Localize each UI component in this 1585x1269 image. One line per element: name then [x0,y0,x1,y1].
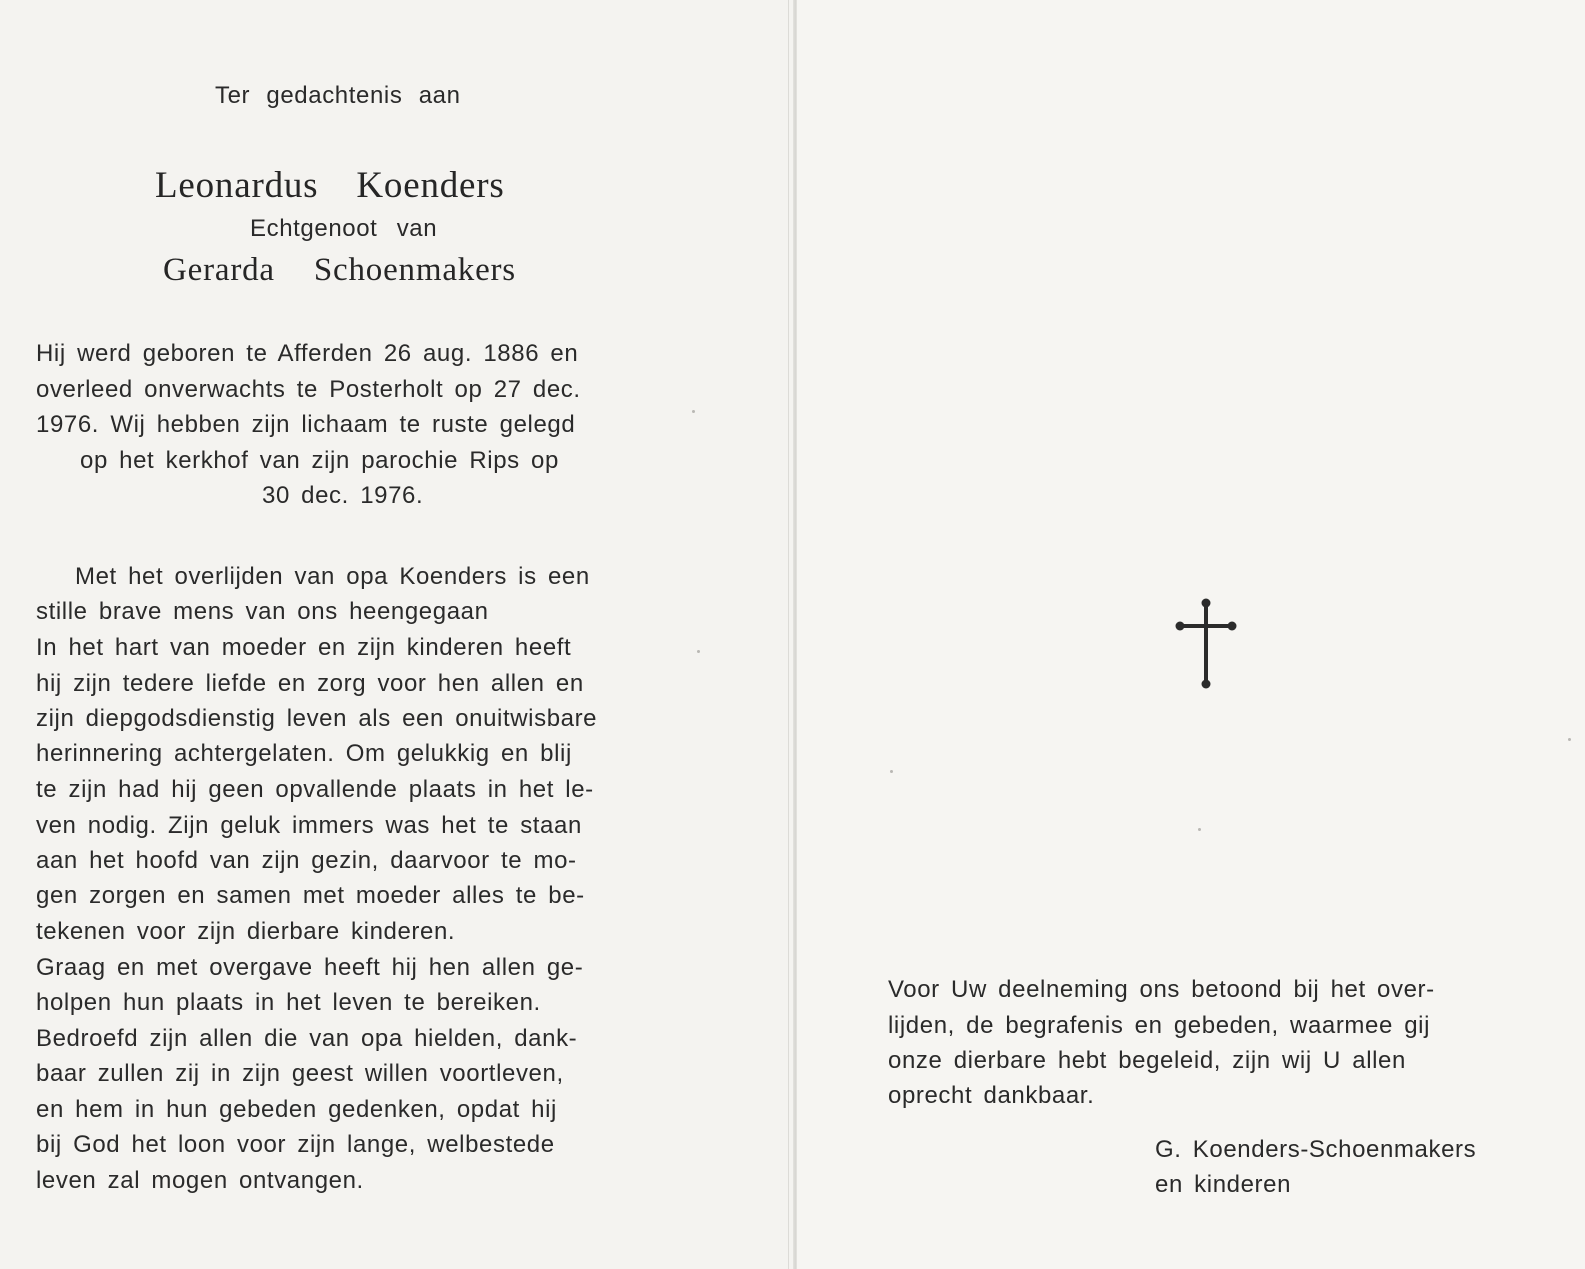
tribute-line: Bedroefd zijn allen die van opa hielden, dank- [36,1025,578,1052]
deceased-name: Leonardus Koenders [155,165,505,206]
tribute-line: Met het overlijden van opa Koenders is een [75,563,590,590]
spouse-name: Gerarda Schoenmakers [163,252,516,288]
paper-speck [1198,828,1201,831]
tribute-line: aan het hoofd van zijn gezin, daarvoor te mo- [36,847,577,874]
fold-shadow-line [788,0,789,1269]
biography-line: op het kerkhof van zijn parochie Rips op [80,447,559,474]
memorial-heading: Ter gedachtenis aan [215,82,461,109]
paper-speck [890,770,893,773]
paper-speck [697,650,700,653]
thanks-line: lijden, de begrafenis en gebeden, waarmee gij [888,1012,1431,1039]
signature-line: en kinderen [1155,1171,1292,1198]
paper-speck [1568,738,1571,741]
cross-icon [1175,598,1237,690]
tribute-line: stille brave mens van ons heengegaan [36,598,489,625]
tribute-line: en hem in hun gebeden gedenken, opdat hij [36,1096,557,1123]
tribute-line: herinnering achtergelaten. Om gelukkig en blij [36,740,572,767]
tribute-line: In het hart van moeder en zijn kinderen heeft [36,634,572,661]
tribute-line: tekenen voor zijn dierbare kinderen. [36,918,456,945]
tribute-line: bij God het loon voor zijn lange, welbestede [36,1131,555,1158]
tribute-line: Graag en met overgave heeft hij hen allen ge- [36,954,584,981]
biography-line: Hij werd geboren te Afferden 26 aug. 1886 en [36,340,579,367]
tribute-line: baar zullen zij in zijn geest willen voortleven, [36,1060,564,1087]
tribute-line: zijn diepgodsdienstig leven als een onuitwisbare [36,705,598,732]
tribute-line: te zijn had hij geen opvallende plaats in het le- [36,776,594,803]
thanks-line: oprecht dankbaar. [888,1082,1095,1109]
thanks-line: Voor Uw deelneming ons betoond bij het over- [888,976,1435,1003]
tribute-line: holpen hun plaats in het leven te bereiken. [36,989,541,1016]
thanks-line: onze dierbare hebt begeleid, zijn wij U allen [888,1047,1406,1074]
tribute-line: leven zal mogen ontvangen. [36,1167,364,1194]
tribute-line: ven nodig. Zijn geluk immers was het te staan [36,812,582,839]
relation-label: Echtgenoot van [250,215,438,242]
biography-line: 1976. Wij hebben zijn lichaam te ruste gelegd [36,411,576,438]
signature-line: G. Koenders-Schoenmakers [1155,1136,1477,1163]
tribute-line: hij zijn tedere liefde en zorg voor hen allen en [36,670,584,697]
tribute-line: gen zorgen en samen met moeder alles te be- [36,882,585,909]
paper-speck [692,410,695,413]
biography-line: 30 dec. 1976. [262,482,424,509]
biography-line: overleed onverwachts te Posterholt op 27 dec. [36,376,581,403]
